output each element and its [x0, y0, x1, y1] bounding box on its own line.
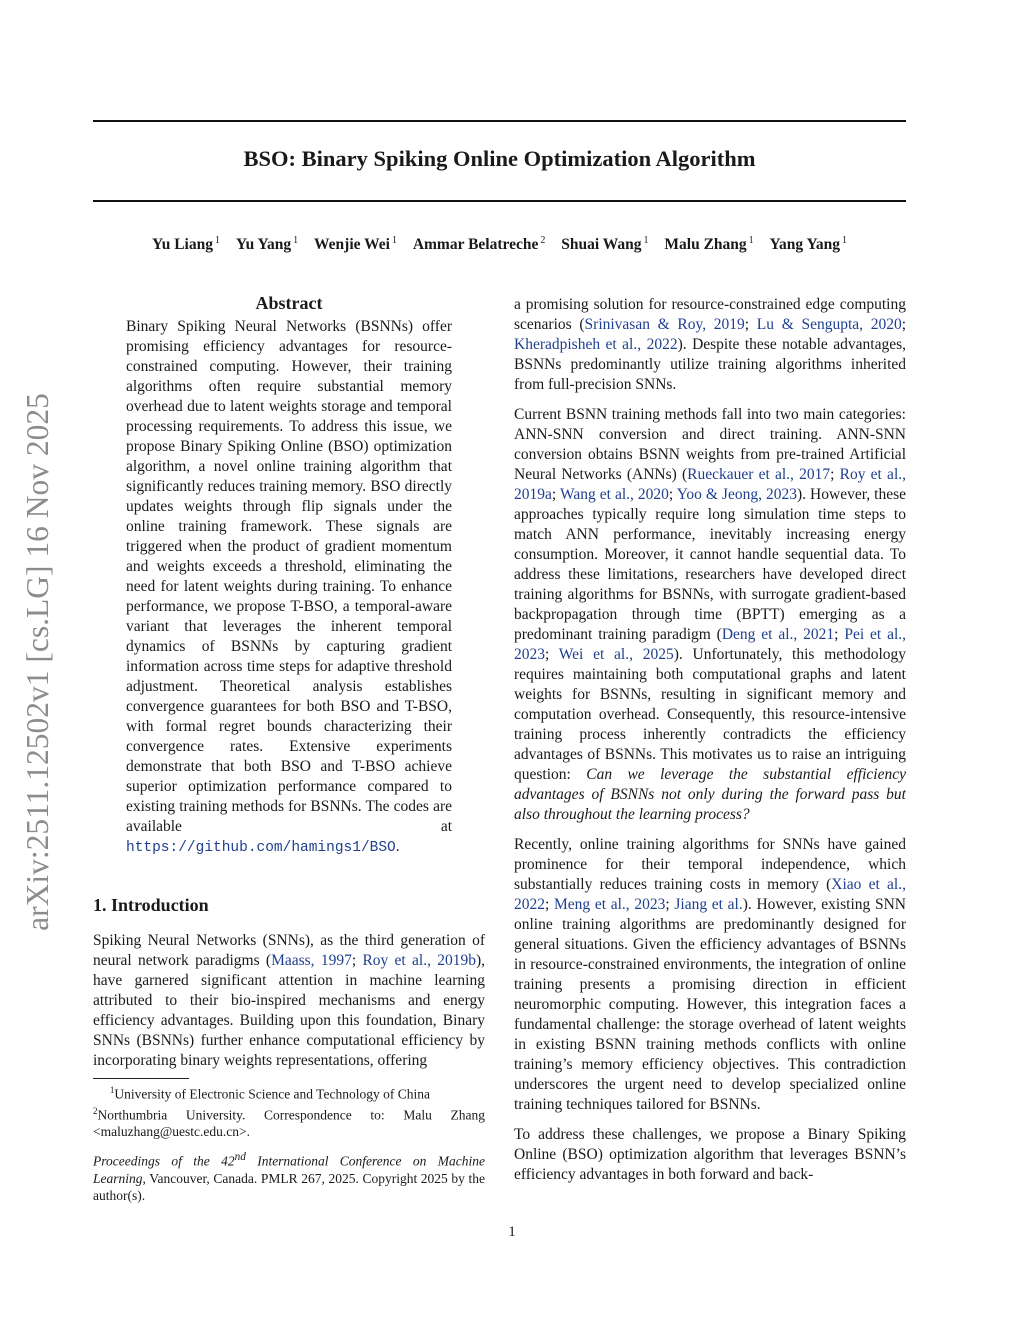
citation-link[interactable]: Kheradpisheh et al., 2022 [514, 336, 678, 353]
citation-link[interactable]: Wang et al., 2020 [559, 486, 669, 503]
abstract-text: Binary Spiking Neural Networks (BSNNs) offer promising efficiency advantages for resource-constrained computing. However, their training algorithms often require substantial memory overhead due to latent weights storage and temporal processing requirements. To address this issue, we propose Binary Spiking Online (BSO) optimization algorithm, a novel online training algorithm that significantly reduces training memory. BSO directly updates weights through flip signals under the online training framework. These signals are triggered when the product of gradient momentum and weights exceeds a threshold, eliminating the need for latent weights during training. To enhance performance, we propose T-BSO, a temporal-aware variant that leverages the inherent temporal dynamics of BSNNs by capturing gradient information across time steps for adaptive threshold adjustment. Theoretical analysis establishes convergence guarantees for both BSO and T-BSO, with formal regret bounds characterizing their convergence rates. Extensive experiments demonstrate that both BSO and T-BSO achieve superior optimization performance compared to existing training methods for BSNNs. The codes are available at https://github.com/hamings1/BSO. [126, 318, 452, 856]
paragraph: To address these challenges, we propose a Binary Spiking Online (BSO) optimization algorithm that leverages BSNN’s efficiency advantages in both forward and back- [514, 1126, 906, 1183]
title-bottom-rule [93, 200, 906, 202]
code-link[interactable]: https://github.com/hamings1/BSO [126, 840, 396, 856]
citation-link[interactable]: Meng et al., 2023 [554, 896, 666, 913]
introduction-section [93, 895, 485, 1071]
citation-link[interactable]: Rueckauer et al., 2017 [687, 466, 831, 483]
citation-link[interactable]: Wei et al., 2025 [558, 646, 674, 663]
citation-link[interactable]: Roy et al., 2019a [514, 466, 906, 503]
footnote-affiliation-2: $^2$Northumbria University. Correspondence to: Malu Zhang <maluzhang@uestc.edu.cn>. [93, 1105, 485, 1139]
right-column [514, 295, 906, 1195]
arxiv-stamp: arXiv:2511.12502v1 [cs.LG] 16 Nov 2025 [20, 393, 55, 931]
citation-link[interactable]: Roy et al., 2019b [362, 952, 476, 969]
citation-link[interactable]: Yoo & Jeong, 2023 [676, 486, 797, 503]
citation-link[interactable]: Pei et al., 2023 [514, 626, 907, 663]
paragraph: Recently, online training algorithms for SNNs have gained prominence for their temporal independence, which substantially reduces training costs in memory (Xiao et al., 2022; Meng et al., 2023; Jiang et al.). However, existing SNN online training algorithms are predominantly designed for general situations. Given the efficiency advantages of BSNNs in resource-constrained environments, the integration of online training presents a promising direction in efficient neuromorphic computing. However, this integration faces a fundamental challenge: the storage overhead of latent weights in existing BSNN training methods conflicts with online training’s memory efficiency objectives. This contradiction underscores the urgent need to develop specialized online training techniques tailored for BSNNs. [514, 836, 906, 1113]
introduction-paragraph: Spiking Neural Networks (SNNs), as the third generation of neural network paradigms (Maass, 1997; Roy et al., 2019b), have garnered significant attention in machine learning attributed to their bio-inspired mechanisms and energy efficiency advantages. Building upon this foundation, Binary SNNs (BSNNs) further enhance computational efficiency by incorporating binary weights representations, offering [93, 932, 486, 1069]
abstract-section [126, 293, 452, 858]
paragraph: Current BSNN training methods fall into two main categories: ANN-SNN conversion and direct training. ANN-SNN conversion obtains BSNN weights from pre-trained Artificial Neural Networks (ANNs) (Rueckauer et al., 2017; Roy et al., 2019a; Wang et al., 2020; Yoo & Jeong, 2023). However, these approaches typically require long simulation time steps to match ANN performance, inevitably increasing energy consumption. Moreover, it cannot handle sequential data. To address these limitations, researchers have developed direct training algorithms for BSNNs, with surrogate gradient-based backpropagation through time (BPTT) emerging as a predominant training paradigm (Deng et al., 2021; Pei et al., 2023; Wei et al., 2025). Unfortunately, this methodology requires maintaining both computational graphs and latent weights for BSNNs, resulting in significant memory and computation overhead. Consequently, this resource-intensive training process inherently contradicts the efficiency advantages of BSNNs. This motivates us to raise an intriguing question: Can we leverage the substantial efficiency advantages of BSNNs not only during the forward pass but also throughout the learning process? [514, 406, 907, 823]
abstract-heading: Abstract [255, 293, 323, 313]
citation-link[interactable]: Jiang et al. [674, 896, 743, 913]
introduction-heading: 1. Introduction [93, 895, 209, 915]
author: Yu Yang $^1$ [235, 235, 299, 254]
footnotes [93, 1082, 485, 1140]
proceedings-note: Proceedings of the 42nd International Conference on Machine Learning, Vancouver, Canada. PMLR 267, 2025. Copyright 2025 by the author(s). [93, 1151, 485, 1203]
research-question: Can we leverage the substantial efficiency advantages of BSNNs not only during the forward pass but also throughout the learning process? [514, 766, 906, 823]
page-number: 1 [508, 1224, 516, 1240]
author: Malu Zhang $^1$ [664, 235, 754, 254]
paragraph: a promising solution for resource-constrained edge computing scenarios (Srinivasan & Roy, 2019; Lu & Sengupta, 2020; Kheradpisheh et al., 2022). Despite these notable advantages, BSNNs predominantly utilize training algorithms inherited from full-precision SNNs. [514, 296, 907, 393]
footnote-affiliation-1: $^1$University of Electronic Science and Technology of China [109, 1085, 430, 1102]
footnote-rule [93, 1078, 189, 1079]
citation-link[interactable]: Srinivasan & Roy, 2019 [584, 316, 745, 333]
paper-title: BSO: Binary Spiking Online Optimization Algorithm [243, 146, 756, 171]
author: Shuai Wang $^1$ [561, 235, 649, 254]
citation-link[interactable]: Lu & Sengupta, 2020 [756, 316, 902, 333]
citation-link[interactable]: Xiao et al., 2022 [514, 876, 906, 913]
author: Yu Liang $^1$ [151, 235, 220, 254]
citation-link[interactable]: Deng et al., 2021 [721, 626, 835, 643]
title-top-rule [93, 120, 906, 122]
author: Yang Yang $^1$ [769, 235, 848, 254]
author-list [93, 235, 906, 254]
author: Ammar Belatreche $^2$ [412, 235, 546, 254]
author: Wenjie Wei $^1$ [314, 235, 397, 254]
citation-link[interactable]: Maass, 1997 [271, 952, 352, 969]
